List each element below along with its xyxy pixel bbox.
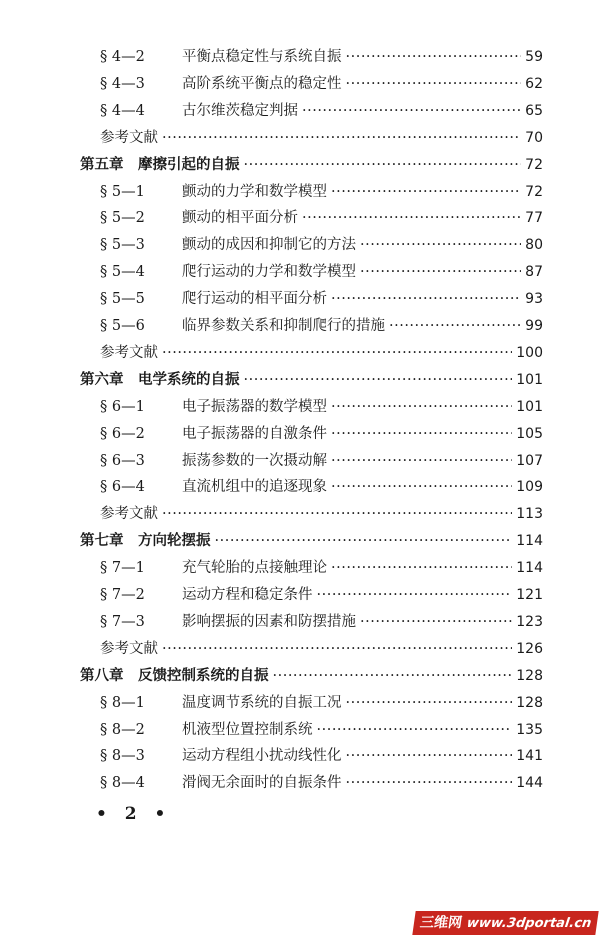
entry-title: 运动方程和稳定条件 [182, 587, 313, 603]
toc-references-row[interactable] [0, 636, 605, 662]
entry-title: 第八章 反馈控制系统的自振 [80, 666, 269, 684]
page-number-cell: 141 [516, 748, 543, 765]
page-number-cell: 114 [516, 533, 543, 550]
toc-section-row[interactable] [0, 421, 605, 447]
toc-section-row[interactable] [0, 44, 605, 70]
dot-leader [302, 205, 521, 231]
toc-section-row[interactable] [0, 98, 605, 124]
dot-leader [346, 770, 513, 796]
dot-leader [331, 286, 521, 312]
entry-title: 参考文献 [100, 640, 158, 657]
page-number-cell: 121 [516, 587, 543, 603]
toc-entry-text [100, 717, 313, 743]
toc-section-row[interactable] [0, 582, 605, 608]
entry-title: 爬行运动的力学和数学模型 [182, 264, 356, 281]
dot-leader [360, 232, 521, 258]
toc-entry-text [100, 582, 313, 608]
dot-leader [317, 582, 513, 608]
entry-title: 运动方程组小扰动线性化 [182, 748, 342, 765]
page-number-cell: 126 [516, 640, 543, 657]
section-number: § 8—4 [100, 775, 145, 792]
entry-title: 参考文献 [100, 506, 158, 523]
dot-leader [346, 44, 522, 70]
section-number: § 5—5 [100, 291, 145, 308]
section-number: § 7—2 [100, 587, 145, 603]
toc-entry-text [100, 313, 385, 339]
toc-entry-text [100, 286, 327, 312]
entry-title: 电子振荡器的数学模型 [182, 398, 327, 415]
section-number: § 4—4 [100, 102, 145, 119]
entry-title: 爬行运动的相平面分析 [182, 291, 327, 308]
toc-section-row[interactable] [0, 179, 605, 205]
watermark-text: 三维网 [418, 915, 463, 931]
toc-references-row[interactable] [0, 340, 605, 366]
toc-section-row[interactable] [0, 743, 605, 769]
toc-entry-text [100, 205, 298, 231]
toc-entry-text [100, 340, 158, 366]
toc-entry-text [100, 555, 327, 581]
page-number-cell: 80 [525, 237, 543, 254]
toc-entry-text [100, 770, 342, 796]
section-number: § 8—1 [100, 694, 145, 711]
page-number-cell: 123 [516, 613, 543, 630]
entry-title: 电子振荡器的自激条件 [182, 425, 327, 442]
entry-title: 机液型位置控制系统 [182, 721, 313, 738]
toc-section-row[interactable] [0, 555, 605, 581]
toc-chapter-row[interactable] [0, 663, 605, 689]
section-number: § 6—4 [100, 479, 145, 496]
toc-chapter-row[interactable] [0, 367, 605, 393]
page-number-cell: 99 [525, 318, 543, 334]
toc-entry-text [80, 528, 211, 554]
entry-title: 振荡参数的一次摄动解 [182, 452, 327, 469]
toc-section-row[interactable] [0, 71, 605, 97]
toc-entry-text [100, 125, 158, 151]
dot-leader [360, 259, 521, 285]
section-number: § 6—1 [100, 398, 145, 415]
section-number: § 5—4 [100, 264, 145, 281]
page-number-cell: 77 [525, 210, 543, 227]
page-number-cell: 113 [516, 506, 543, 523]
dot-leader [331, 394, 512, 420]
page-number-cell: 101 [516, 371, 543, 388]
entry-title: 第六章 电学系统的自振 [80, 370, 240, 388]
toc-entry-text [100, 394, 327, 420]
entry-title: 影响摆振的因素和防摆措施 [182, 613, 356, 630]
section-number: § 4—2 [100, 49, 145, 65]
page-number-cell: 87 [525, 264, 543, 281]
dot-leader [331, 555, 512, 581]
entry-title: 颤动的成因和抑制它的方法 [182, 237, 356, 254]
toc-entry-text [80, 663, 269, 689]
dot-leader [389, 313, 521, 339]
section-number: § 5—6 [100, 318, 145, 334]
page-number-cell: 128 [516, 694, 543, 711]
toc-section-row[interactable] [0, 232, 605, 258]
toc-section-row[interactable] [0, 770, 605, 796]
entry-title: 高阶系统平衡点的稳定性 [182, 75, 342, 92]
toc-references-row[interactable] [0, 125, 605, 151]
dot-leader [244, 367, 513, 393]
toc-entry-text [100, 636, 158, 662]
toc-entry-text [80, 152, 240, 178]
watermark-url: www.3dportal.cn [465, 916, 592, 931]
dot-leader [346, 690, 513, 716]
dot-leader [215, 528, 513, 554]
dot-leader [346, 71, 522, 97]
dot-leader [244, 152, 522, 178]
toc-entry-text [100, 743, 342, 769]
page-number-cell: 128 [516, 667, 543, 684]
toc-entry-text [100, 259, 356, 285]
toc-section-row[interactable] [0, 313, 605, 339]
page-number-cell: 109 [516, 479, 543, 496]
entry-title: 临界参数关系和抑制爬行的措施 [182, 318, 385, 334]
dot-leader [317, 717, 513, 743]
page-number-cell: 100 [516, 344, 543, 361]
section-number: § 7—3 [100, 613, 145, 630]
dot-leader [162, 340, 512, 366]
toc-entry-text [80, 367, 240, 393]
page-number: • 2 • [96, 804, 172, 824]
toc-entry-text [100, 690, 342, 716]
toc-references-row[interactable] [0, 501, 605, 527]
section-number: § 8—3 [100, 748, 145, 765]
page-number-cell: 107 [516, 452, 543, 469]
page-number-cell: 62 [525, 75, 543, 92]
toc-entry-text [100, 448, 327, 474]
dot-leader [331, 448, 512, 474]
toc-section-row[interactable] [0, 259, 605, 285]
page-number-cell: 70 [525, 129, 543, 146]
page-number-cell: 59 [525, 49, 543, 65]
toc-section-row[interactable] [0, 394, 605, 420]
toc-chapter-row[interactable] [0, 528, 605, 554]
entry-title: 温度调节系统的自振工况 [182, 694, 342, 711]
section-number: § 5—2 [100, 210, 145, 227]
dot-leader [331, 421, 512, 447]
toc-entry-text [100, 71, 342, 97]
toc-entry-text [100, 501, 158, 527]
toc-section-row[interactable] [0, 717, 605, 743]
toc-section-row[interactable] [0, 690, 605, 716]
toc-section-row[interactable] [0, 609, 605, 635]
toc-section-row[interactable] [0, 286, 605, 312]
toc-chapter-row[interactable] [0, 152, 605, 178]
toc-entry-text [100, 98, 298, 124]
toc-entry-text [100, 44, 342, 70]
dot-leader [302, 98, 521, 124]
site-watermark [412, 911, 599, 935]
dot-leader [273, 663, 513, 689]
dot-leader [346, 743, 513, 769]
page-number-cell: 65 [525, 102, 543, 119]
page-number-cell: 114 [516, 560, 543, 577]
toc-entry-text [100, 609, 356, 635]
entry-title: 第七章 方向轮摆振 [80, 532, 211, 550]
toc-section-row[interactable] [0, 448, 605, 474]
section-number: § 8—2 [100, 721, 145, 738]
entry-title: 直流机组中的追逐现象 [182, 479, 327, 496]
section-number: § 6—2 [100, 425, 145, 442]
section-number: § 6—3 [100, 452, 145, 469]
toc-entry-text [100, 232, 356, 258]
page-number-cell: 72 [525, 156, 543, 173]
toc-section-row[interactable] [0, 474, 605, 500]
section-number: § 7—1 [100, 560, 145, 577]
dot-leader [331, 474, 512, 500]
entry-title: 第五章 摩擦引起的自振 [80, 155, 240, 173]
entry-title: 平衡点稳定性与系统自振 [182, 49, 342, 65]
toc-entry-text [100, 179, 327, 205]
entry-title: 参考文献 [100, 129, 158, 146]
entry-title: 颤动的力学和数学模型 [182, 183, 327, 200]
dot-leader [162, 125, 521, 151]
dot-leader [331, 179, 521, 205]
entry-title: 充气轮胎的点接触理论 [182, 560, 327, 577]
page-number-cell: 93 [525, 291, 543, 308]
entry-title: 滑阀无余面时的自振条件 [182, 775, 342, 792]
section-number: § 5—3 [100, 237, 145, 254]
section-number: § 4—3 [100, 75, 145, 92]
toc-entry-text [100, 421, 327, 447]
page-number-cell: 72 [525, 183, 543, 200]
page-number-cell: 101 [516, 398, 543, 415]
dot-leader [162, 501, 512, 527]
toc-entry-text [100, 474, 327, 500]
page-number-cell: 144 [516, 775, 543, 792]
page-number-cell: 105 [516, 425, 543, 442]
dot-leader [162, 636, 512, 662]
entry-title: 参考文献 [100, 344, 158, 361]
dot-leader [360, 609, 512, 635]
section-number: § 5—1 [100, 183, 145, 200]
page-number-cell: 135 [516, 721, 543, 738]
toc-section-row[interactable] [0, 205, 605, 231]
entry-title: 颤动的相平面分析 [182, 210, 298, 227]
entry-title: 古尔维茨稳定判据 [182, 102, 298, 119]
